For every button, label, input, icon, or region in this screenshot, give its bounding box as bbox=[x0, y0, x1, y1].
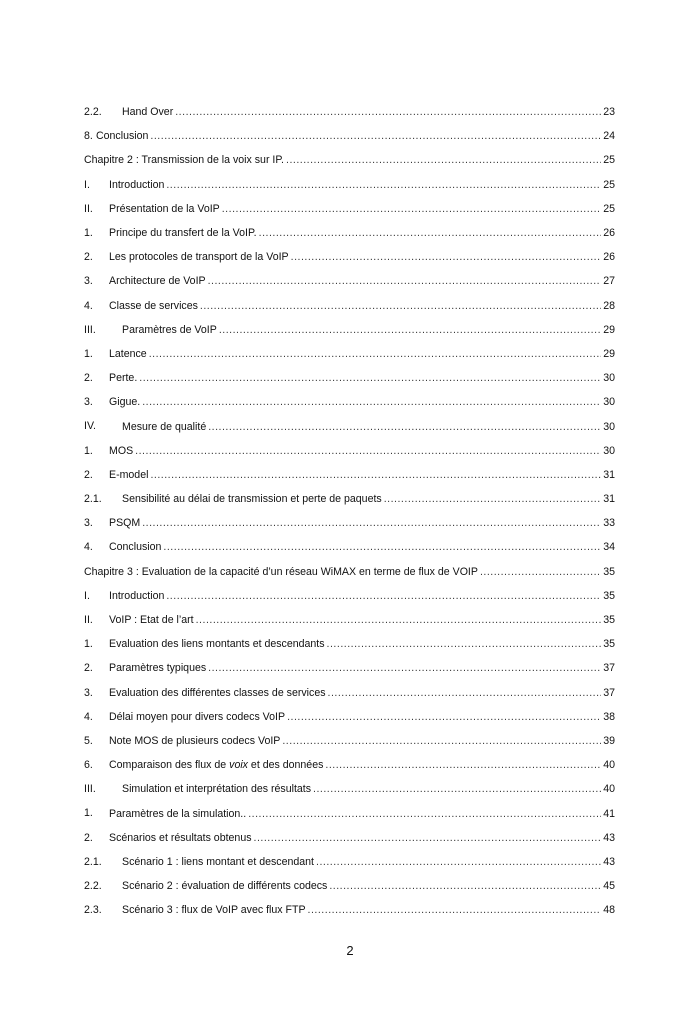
toc-entry-number: 1. bbox=[84, 444, 93, 457]
toc-entry-number: 2. bbox=[84, 372, 93, 385]
toc-entry[interactable] bbox=[84, 221, 615, 245]
toc-entry-page: 31 bbox=[603, 468, 615, 481]
toc-entry-page: 26 bbox=[603, 227, 615, 240]
dot-leader bbox=[175, 106, 601, 118]
toc-entry[interactable] bbox=[84, 124, 615, 148]
toc-entry-title bbox=[109, 590, 164, 602]
toc-entry-page: 30 bbox=[603, 444, 615, 457]
toc-entry[interactable] bbox=[84, 294, 615, 318]
dot-leader bbox=[142, 517, 601, 529]
toc-entry-page: 28 bbox=[603, 299, 615, 312]
toc-entry-title bbox=[109, 541, 161, 553]
toc-entry-page: 24 bbox=[603, 130, 615, 143]
toc-title-text: Paramètres de la simulation.. bbox=[109, 807, 247, 820]
toc-entry-title bbox=[109, 445, 133, 457]
toc-title-text: Délai moyen pour divers codecs VoIP bbox=[109, 710, 286, 723]
toc-title-text: Scénario 1 : liens montant et descendant bbox=[122, 855, 314, 868]
toc-entry-title bbox=[122, 493, 382, 505]
toc-entry-page: 38 bbox=[603, 710, 615, 723]
toc-title-text: Simulation et interprétation des résultats bbox=[122, 783, 312, 796]
dot-leader bbox=[327, 638, 602, 650]
toc-entry-title bbox=[109, 179, 164, 191]
toc-entry-number: III. bbox=[84, 783, 96, 796]
toc-entry[interactable] bbox=[84, 705, 615, 729]
toc-entry[interactable] bbox=[84, 511, 615, 535]
dot-leader bbox=[163, 541, 601, 553]
toc-entry[interactable] bbox=[84, 850, 615, 874]
toc-entry-title bbox=[109, 300, 198, 312]
toc-entry-title bbox=[109, 687, 326, 699]
toc-title-text: Scénario 3 : flux de VoIP avec flux FTP bbox=[122, 904, 306, 917]
toc-title-text: Chapitre 2 : Transmission de la voix sur IP. bbox=[84, 154, 284, 167]
toc-entry-number: I. bbox=[84, 589, 90, 602]
toc-title-text: Sensibilité au délai de transmission et perte de paquets bbox=[122, 493, 382, 506]
toc-entry-title bbox=[109, 808, 246, 820]
toc-entry-page: 35 bbox=[603, 589, 615, 602]
toc-entry-number: III. bbox=[84, 323, 96, 336]
toc-entry-title bbox=[96, 130, 148, 142]
toc-entry-page: 29 bbox=[603, 323, 615, 336]
toc-entry[interactable] bbox=[84, 366, 615, 390]
toc-entry[interactable] bbox=[84, 753, 615, 777]
toc-entry[interactable] bbox=[84, 100, 615, 124]
toc-entry-title bbox=[109, 203, 220, 215]
toc-entry-page: 45 bbox=[603, 880, 615, 893]
toc-entry[interactable] bbox=[84, 801, 615, 825]
toc-entry-page: 37 bbox=[603, 662, 615, 675]
dot-leader bbox=[149, 348, 602, 360]
toc-entry-title bbox=[109, 227, 257, 239]
dot-leader bbox=[308, 904, 602, 916]
toc-entry-number: 2.2. bbox=[84, 106, 102, 118]
toc-entry[interactable] bbox=[84, 826, 615, 850]
toc-entry[interactable] bbox=[84, 874, 615, 898]
toc-title-text: Conclusion bbox=[96, 130, 149, 143]
toc-title-text: MOS bbox=[109, 444, 134, 457]
toc-entry-page: 25 bbox=[603, 178, 615, 191]
toc-entry-number: 5. bbox=[84, 734, 93, 747]
dot-leader bbox=[328, 687, 602, 699]
toc-entry-number: 1. bbox=[84, 226, 93, 239]
toc-entry-page: 34 bbox=[603, 541, 615, 554]
toc-entry-page: 35 bbox=[603, 638, 615, 651]
toc-entry[interactable] bbox=[84, 535, 615, 559]
toc-entry-title bbox=[109, 275, 206, 287]
toc-entry[interactable] bbox=[84, 632, 615, 656]
toc-entry[interactable] bbox=[84, 560, 615, 584]
toc-entry-page: 33 bbox=[603, 517, 615, 530]
toc-entry-number: 4. bbox=[84, 541, 93, 554]
toc-entry-number: 2.1. bbox=[84, 493, 102, 505]
toc-entry-title bbox=[109, 711, 285, 723]
toc-entry[interactable] bbox=[84, 463, 615, 487]
toc-entry-number: 1. bbox=[84, 807, 93, 820]
dot-leader bbox=[286, 154, 601, 166]
toc-entry-title bbox=[109, 832, 252, 844]
toc-entry-number: 4. bbox=[84, 299, 93, 312]
dot-leader bbox=[248, 808, 601, 820]
toc-entry-number: 1. bbox=[84, 347, 93, 360]
dot-leader bbox=[208, 662, 601, 674]
toc-title-text: Les protocoles de transport de la VoIP bbox=[109, 251, 289, 264]
toc-entry[interactable] bbox=[84, 898, 615, 922]
toc-title-text: Introduction bbox=[109, 589, 165, 602]
toc-title-text: Chapitre 3 : Evaluation de la capacité d’un réseau WiMAX en terme de flux de VOIP bbox=[84, 565, 478, 578]
toc-entry-title bbox=[84, 154, 284, 166]
toc-entry-number: 1. bbox=[84, 638, 93, 651]
toc-entry-number: 6. bbox=[84, 759, 93, 772]
toc-title-text: Perte. bbox=[109, 372, 138, 385]
toc-entry[interactable] bbox=[84, 487, 615, 511]
toc-entry-title bbox=[122, 783, 311, 795]
dot-leader bbox=[222, 203, 601, 215]
toc-entry[interactable] bbox=[84, 269, 615, 293]
toc-entry-title bbox=[109, 396, 140, 408]
toc-title-after: et des données bbox=[247, 759, 324, 772]
toc-entry-page: 43 bbox=[603, 855, 615, 868]
toc-entry-page: 40 bbox=[603, 759, 615, 772]
toc-title-text: Latence bbox=[109, 347, 147, 360]
dot-leader bbox=[139, 372, 601, 384]
table-of-contents bbox=[84, 100, 615, 922]
toc-title-text: Comparaison des flux de bbox=[109, 759, 230, 772]
toc-entry-title bbox=[122, 106, 173, 118]
toc-entry-page: 39 bbox=[603, 734, 615, 747]
toc-entry-number: II. bbox=[84, 202, 93, 215]
toc-title-text: Mesure de qualité bbox=[122, 420, 207, 433]
toc-entry[interactable] bbox=[84, 656, 615, 680]
toc-entry[interactable] bbox=[84, 608, 615, 632]
toc-entry-page: 41 bbox=[603, 807, 615, 820]
toc-entry-number: 2. bbox=[84, 662, 93, 675]
toc-entry-number: 3. bbox=[84, 396, 93, 409]
toc-entry-title bbox=[109, 662, 206, 674]
toc-entry-number: 3. bbox=[84, 517, 93, 530]
toc-title-text: Note MOS de plusieurs codecs VoIP bbox=[109, 734, 281, 747]
toc-title-text: Principe du transfert de la VoIP. bbox=[109, 227, 257, 240]
toc-entry-title bbox=[109, 372, 137, 384]
toc-title-text: Scénarios et résultats obtenus bbox=[109, 831, 252, 844]
toc-entry-page: 30 bbox=[603, 372, 615, 385]
dot-leader bbox=[291, 251, 602, 263]
toc-title-text: Scénario 2 : évaluation de différents codecs bbox=[122, 880, 328, 893]
toc-entry-page: 43 bbox=[603, 831, 615, 844]
toc-entry-title bbox=[122, 904, 306, 916]
toc-entry[interactable] bbox=[84, 342, 615, 366]
page-number: 2 bbox=[346, 943, 354, 958]
toc-entry[interactable] bbox=[84, 439, 615, 463]
toc-entry-title bbox=[122, 421, 206, 433]
dot-leader bbox=[287, 711, 601, 723]
dot-leader bbox=[254, 832, 602, 844]
toc-title-italic: voix bbox=[229, 759, 248, 772]
dot-leader bbox=[282, 735, 601, 747]
dot-leader bbox=[219, 324, 601, 336]
toc-entry-page: 31 bbox=[603, 493, 615, 506]
dot-leader bbox=[316, 856, 601, 868]
toc-entry[interactable] bbox=[84, 173, 615, 197]
toc-entry-page: 35 bbox=[603, 614, 615, 627]
dot-leader bbox=[313, 783, 601, 795]
toc-title-text: Introduction bbox=[109, 178, 165, 191]
toc-entry[interactable] bbox=[84, 729, 615, 753]
dot-leader bbox=[200, 300, 601, 312]
toc-title-text: Evaluation des différentes classes de services bbox=[109, 686, 326, 699]
toc-entry-title bbox=[109, 251, 289, 263]
dot-leader bbox=[142, 396, 601, 408]
toc-entry-number: 3. bbox=[84, 275, 93, 288]
toc-entry-number: 2. bbox=[84, 251, 93, 264]
dot-leader bbox=[196, 614, 602, 626]
toc-entry-title bbox=[109, 759, 323, 771]
toc-entry-number: 2. bbox=[84, 468, 93, 481]
toc-entry-number: II. bbox=[84, 613, 93, 626]
dot-leader bbox=[166, 590, 601, 602]
toc-entry-title bbox=[109, 348, 147, 360]
dot-leader bbox=[150, 469, 601, 481]
dot-leader bbox=[384, 493, 601, 505]
toc-entry-page: 40 bbox=[603, 783, 615, 796]
toc-entry-number: 8. bbox=[84, 130, 93, 143]
toc-entry[interactable] bbox=[84, 681, 615, 705]
toc-entry-title bbox=[109, 735, 280, 747]
toc-entry-page: 25 bbox=[603, 202, 615, 215]
dot-leader bbox=[150, 130, 601, 142]
toc-entry-number: 2.3. bbox=[84, 904, 102, 917]
toc-entry-title bbox=[109, 614, 194, 626]
dot-leader bbox=[480, 566, 601, 578]
toc-entry-page: 48 bbox=[603, 904, 615, 917]
toc-entry[interactable] bbox=[84, 414, 615, 438]
dot-leader bbox=[208, 421, 601, 433]
toc-entry-page: 30 bbox=[603, 396, 615, 409]
toc-entry-page: 35 bbox=[603, 565, 615, 578]
toc-entry[interactable] bbox=[84, 197, 615, 221]
toc-entry-number: 4. bbox=[84, 710, 93, 723]
toc-entry[interactable] bbox=[84, 584, 615, 608]
toc-title-text: E-model bbox=[109, 468, 149, 481]
toc-entry-number: 3. bbox=[84, 686, 93, 699]
toc-entry-title bbox=[109, 469, 148, 481]
toc-entry-page: 29 bbox=[603, 347, 615, 360]
dot-leader bbox=[329, 880, 601, 892]
toc-entry-page: 25 bbox=[603, 154, 615, 167]
toc-entry-title bbox=[122, 856, 314, 868]
toc-entry-number: 2.1. bbox=[84, 855, 102, 868]
toc-entry-page: 37 bbox=[603, 686, 615, 699]
toc-title-text: VoIP : Etat de l’art bbox=[109, 614, 194, 627]
toc-entry-number: 2. bbox=[84, 831, 93, 844]
toc-entry-title bbox=[84, 566, 478, 578]
toc-entry[interactable] bbox=[84, 148, 615, 172]
toc-entry[interactable] bbox=[84, 390, 615, 414]
toc-entry-number: I. bbox=[84, 178, 90, 191]
toc-title-text: Architecture de VoIP bbox=[109, 275, 206, 288]
toc-entry-page: 27 bbox=[603, 275, 615, 288]
toc-title-text: Hand Over bbox=[122, 106, 174, 119]
toc-entry-page: 30 bbox=[603, 420, 615, 433]
toc-title-text: PSQM bbox=[109, 517, 141, 530]
toc-entry-number: IV. bbox=[84, 420, 96, 433]
toc-entry-title bbox=[109, 517, 140, 529]
toc-entry-page: 23 bbox=[603, 106, 615, 119]
toc-entry-number: 2.2. bbox=[84, 880, 102, 892]
dot-leader bbox=[259, 227, 602, 239]
toc-entry[interactable] bbox=[84, 777, 615, 801]
toc-entry-title bbox=[109, 638, 325, 650]
toc-entry-title bbox=[122, 880, 327, 892]
dot-leader bbox=[135, 445, 601, 457]
dot-leader bbox=[208, 275, 602, 287]
toc-title-text: Gigue. bbox=[109, 396, 141, 409]
toc-title-text: Paramètres typiques bbox=[109, 662, 207, 675]
toc-entry[interactable] bbox=[84, 245, 615, 269]
toc-entry-page: 26 bbox=[603, 251, 615, 264]
toc-title-text: Présentation de la VoIP bbox=[109, 202, 220, 215]
toc-entry[interactable] bbox=[84, 318, 615, 342]
toc-title-text: Classe de services bbox=[109, 299, 198, 312]
dot-leader bbox=[325, 759, 601, 771]
dot-leader bbox=[166, 179, 601, 191]
toc-title-text: Conclusion bbox=[109, 541, 162, 554]
toc-entry-title bbox=[122, 324, 217, 336]
toc-title-text: Evaluation des liens montants et descendants bbox=[109, 638, 325, 651]
toc-title-text: Paramètres de VoIP bbox=[122, 323, 217, 336]
